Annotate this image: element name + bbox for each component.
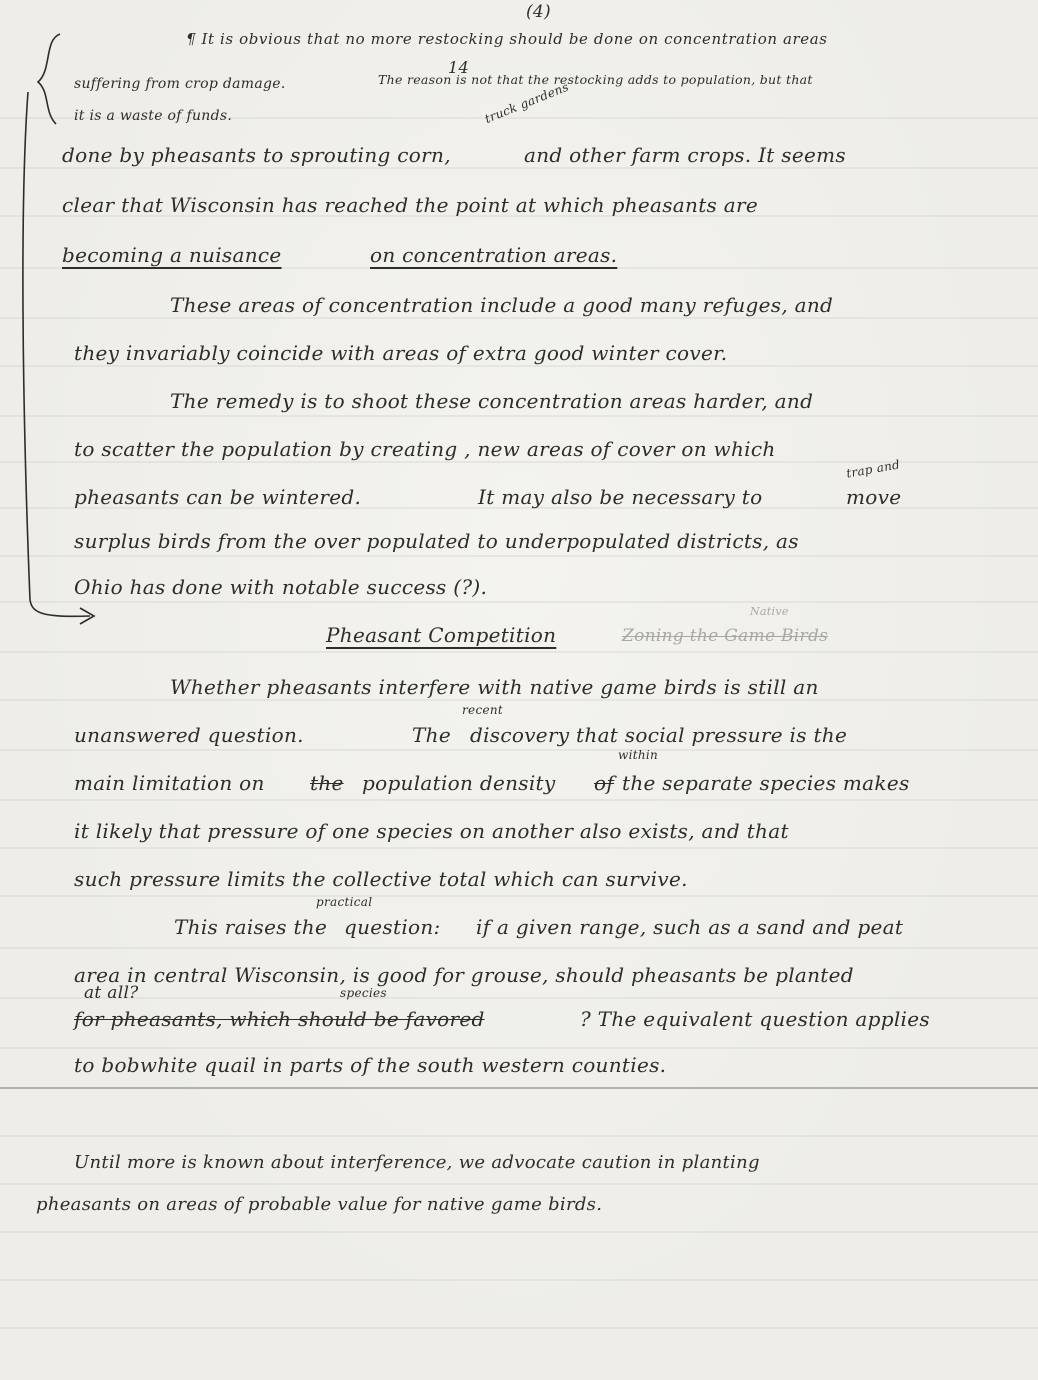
paragraph-4-line-4: it likely that pressure of one species on another also exists, and that [74, 819, 789, 843]
paragraph-4-line-5: such pressure limits the collective total which can survive. [74, 867, 688, 891]
paragraph-3-line-2: to scatter the population by creating , new areas of cover on which [74, 437, 776, 461]
paragraph-1-line-2: clear that Wisconsin has reached the point at which pheasants are [62, 193, 758, 217]
paragraph-5-line-1c: if a given range, such as a sand and peat [476, 915, 904, 939]
paragraph-2-line-1: These areas of concentration include a good many refuges, and [170, 293, 834, 317]
paragraph-1-line-1b: and other farm crops. It seems [524, 143, 846, 167]
paragraph-5-struck-text: for pheasants, which should be favored [74, 1007, 485, 1031]
paragraph-3-line-5: Ohio has done with notable success (?). [74, 575, 488, 599]
paragraph-4-line-1: Whether pheasants interfere with native game birds is still an [170, 675, 819, 699]
heading-struck-faint: Zoning the Game Birds [622, 626, 829, 646]
heading-faint-insert: Native [750, 605, 789, 618]
page-number: (4) [526, 2, 551, 22]
paragraph-4-line-3c: the separate species makes [622, 771, 910, 795]
paragraph-4-line-2c: discovery that social pressure is the [470, 723, 848, 747]
paragraph-3-line-3a: pheasants can be wintered. [74, 485, 362, 509]
paragraph-2-line-2: they invariably coincide with areas of extra good winter cover. [74, 341, 728, 365]
paragraph-5-insert-2: at all? [84, 983, 139, 1003]
paragraph-4-struck-word: the [310, 771, 344, 795]
paragraph-1-line-1a: done by pheasants to sprouting corn, [62, 143, 451, 167]
paragraph-3-line-3c: move [846, 485, 902, 509]
inserted-paragraph-line-3: it is a waste of funds. [74, 108, 233, 124]
paragraph-4-line-3a: main limitation on [74, 771, 265, 795]
inserted-paragraph-line-2b: The reason is not that the restocking adds to population, but that [378, 72, 813, 87]
paragraph-1-line-3a: becoming a nuisance [62, 243, 282, 267]
paragraph-3-insert: trap and [845, 457, 901, 481]
paragraph-3-line-4: surplus birds from the over populated to underpopulated districts, as [74, 529, 799, 553]
paragraph-3-line-1: The remedy is to shoot these concentration areas harder, and [170, 389, 814, 413]
inserted-paragraph-line-1: ¶ It is obvious that no more restocking should be done on concentration areas [186, 30, 828, 48]
paragraph-1-line-3b: on concentration areas. [370, 243, 618, 267]
paragraph-5-insert: practical [316, 895, 373, 909]
paragraph-1-insert: truck gardens [482, 79, 571, 126]
paragraph-5-line-3b: ? The equivalent question applies [580, 1007, 930, 1031]
paragraph-4-struck-word-2: of [594, 771, 615, 795]
margin-mark: 14 [448, 58, 469, 77]
paragraph-5-line-1b: question: [344, 915, 441, 939]
paragraph-3-line-3b: It may also be necessary to [478, 485, 763, 509]
paragraph-4-line-3b: population density [362, 771, 556, 795]
paragraph-5-line-4: to bobwhite quail in parts of the south western counties. [74, 1053, 667, 1077]
paragraph-4-insert: recent [462, 703, 504, 717]
paragraph-5-insert-3: species [340, 986, 387, 1000]
section-heading: Pheasant Competition [326, 623, 557, 647]
paragraph-4-insert-2: within [618, 748, 659, 762]
paragraph-5-line-2: area in central Wisconsin, is good for grouse, should pheasants be planted [74, 963, 854, 987]
paragraph-6-line-2: pheasants on areas of probable value for native game birds. [36, 1194, 603, 1215]
paragraph-5-line-1a: This raises the [174, 915, 328, 939]
inserted-paragraph-line-2a: suffering from crop damage. [74, 76, 286, 92]
paragraph-4-line-2b: The [412, 723, 451, 747]
paragraph-6-line-1: Until more is known about interference, we advocate caution in planting [74, 1152, 760, 1173]
paragraph-4-line-2a: unanswered question. [74, 723, 304, 747]
